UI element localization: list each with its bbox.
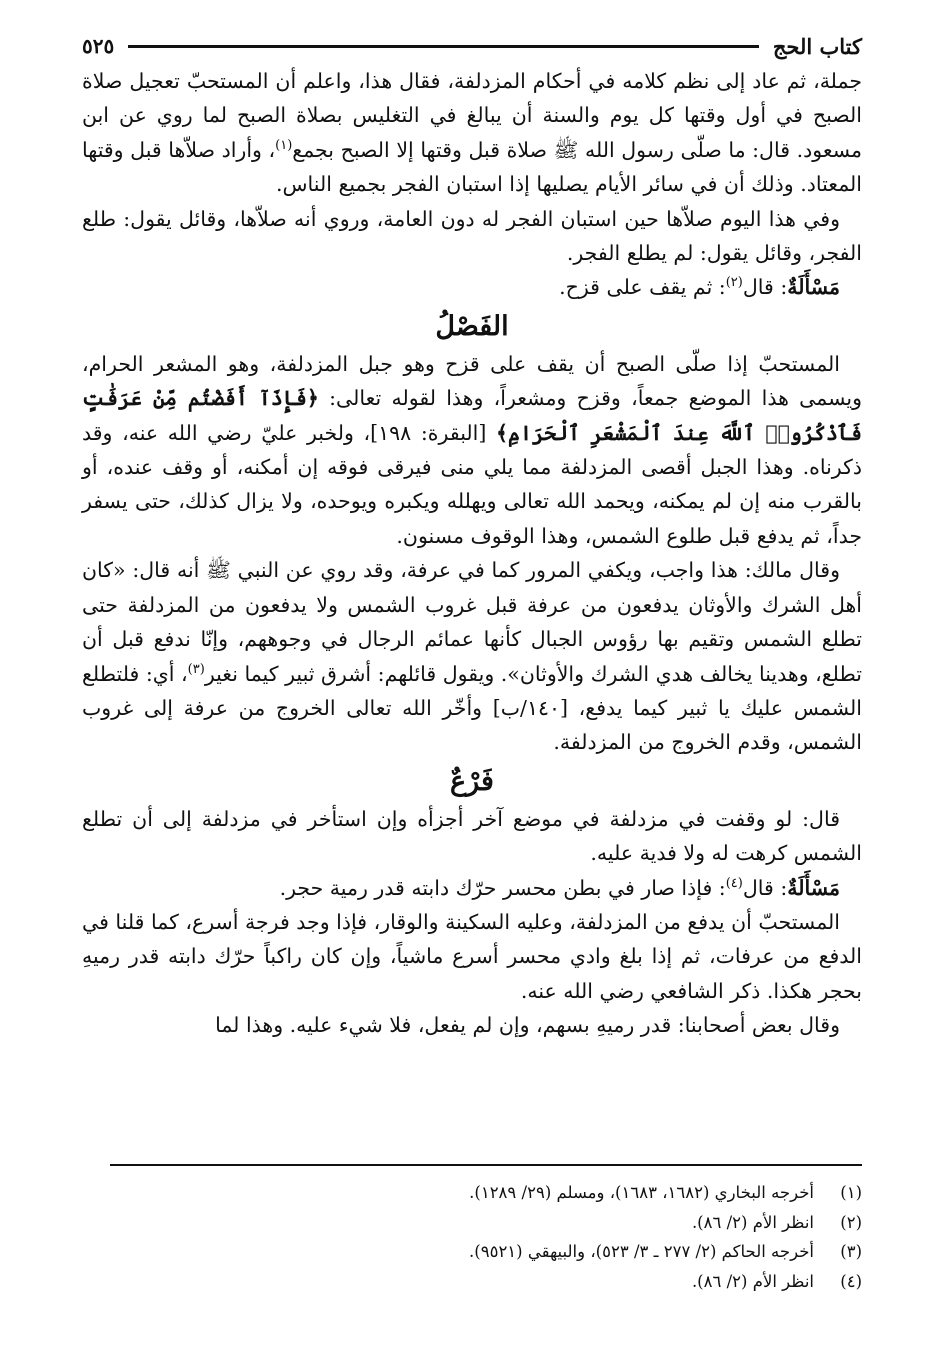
masala-label: مَسْأَلَةٌ: [787, 875, 840, 900]
section-heading-fasl: الفَصْلُ: [435, 310, 509, 342]
footnote-4: (٤) انظر الأم (٢/ ٨٦).: [691, 1271, 862, 1291]
page-body: [82, 28, 862, 1043]
paragraph-last-1: المستحبّ أن يدفع من المزدلفة، وعليه السكينة والوقار، فإذا وجد فرجة أسرع، كما قلنا في الدفع من عرفات، ثم إذا بلغ وادي محسر أسرع ماشياً، وإن كان راكباً حرّك دابته قدر رميهِ بحجر هكذا. ذكر الشافعي رضي الله عنه.: [82, 909, 862, 1003]
footnote-ref-2: (٢): [725, 275, 743, 291]
paragraph-last-2: وقال بعض أصحابنا: قدر رميهِ بسهم، وإن لم يفعل، فلا شيء عليه. وهذا لما: [215, 1013, 840, 1038]
footnote-2: (٢) انظر الأم (٢/ ٨٦).: [691, 1212, 862, 1232]
footnote-ref-4: (٤): [725, 875, 743, 891]
footnote-ref-1: (١): [275, 137, 293, 153]
masala-2: مَسْأَلَةٌ: قال$^{(٤)}$: فإذا صار في بطن محسر حرّك دابته قدر رمية حجر.: [279, 875, 840, 900]
page-number: ٥٢٥: [82, 34, 115, 58]
footnote-1: (١) أخرجه البخاري (١٦٨٢، ١٦٨٣)، ومسلم (٢٩/ ١٢٨٩).: [469, 1183, 862, 1202]
running-header: [82, 28, 862, 64]
footnote-rule: [110, 1164, 862, 1166]
paragraph-fasl-2: وقال مالك: هذا واجب، ويكفي المرور كما في عرفة، وقد روي عن النبي ﷺ أنه قال: «كان أهل الشرك والأوثان يدفعون من عرفة قبل غروب الشمس ولا يدفعون من المزدلفة حتى تطلع الشمس وتقيم بها رؤوس الجبال كأنها عمائم الرجال في وجوههم، وإنّا ندفع قبل أن تطلع، وهدينا يخالف هدي الشرك والأوثان». ويقول قائلهم: أشرق ثبير كيما نغير$^{(٣)}$، أي: فلتطلع الشمس عليك يا ثبير كيما يدفع، [١٤٠/ب] وأخّر الله تعالى الخروج من عرفة إلى غروب الشمس، وقدم الخروج من المزدلفة.: [82, 558, 862, 755]
masala-label: مَسْأَلَةٌ: [787, 275, 840, 300]
quran-verse: ﴿فَإِذَآ أَفَضْتُم مِّنْ عَرَفَٰتٍ فَٱذْكُرُوا۟ ٱللَّهَ عِندَ ٱلْمَشْعَرِ ٱلْحَرَامِ﴾: [82, 386, 862, 445]
paragraph-fasl-1: المستحبّ إذا صلّى الصبح أن يقف على قزح وهو جبل المزدلفة، وهو المشعر الحرام، ويسمى هذا الموضع جمعاً، وقزح ومشعراً، وهذا لقوله تعالى: ﴿فَإِذَآ أَفَضْتُم مِّنْ عَرَفَٰتٍ فَٱذْكُرُوا۟ ٱللَّهَ عِندَ ٱلْمَشْعَرِ ٱلْحَرَامِ﴾ [البقرة: ١٩٨]، ولخبر عليّ رضي الله عنه، وقد ذكرناه. وهذا الجبل أقصى المزدلفة مما يلي منى فيرقى فوقه إن أمكنه، أو وقف عنده، أو بالقرب منه إن لم يمكنه، ويحمد الله تعالى ويهلله ويكبره ويوحده، ولا يزال كذلك، حتى يسفر جداً، ثم يدفع قبل طلوع الشمس، وهذا الوقوف مسنون.: [82, 351, 862, 548]
book-title: كتاب الحج: [772, 33, 862, 59]
masala-1: مَسْأَلَةٌ: قال$^{(٢)}$: ثم يقف على قزح.: [559, 275, 840, 300]
footnote-ref-3: (٣): [187, 661, 205, 677]
section-heading-far: فَرْعٌ: [450, 765, 494, 797]
footnote-3: (٣) أخرجه الحاكم (٢/ ٢٧٧ ـ ٣/ ٥٢٣)، والبيهقي (٩٥٢١).: [469, 1242, 862, 1261]
paragraph-far-1: قال: لو وقفت في مزدلفة في موضع آخر أجزأه وإن استأخر في مزدلفة إلى أن تطلع الشمس كرهت له ولا فدية عليه.: [82, 806, 862, 866]
header-rule: [128, 45, 759, 48]
paragraph-2: وفي هذا اليوم صلاّها حين استبان الفجر له دون العامة، وروي أنه صلاّها، وقائل يقول: طلع الفجر، وقائل يقول: لم يطلع الفجر.: [82, 206, 862, 266]
footnotes: [82, 1178, 862, 1296]
paragraph-1: جملة، ثم عاد إلى نظم كلامه في أحكام المزدلفة، فقال هذا، واعلم أن المستحبّ تعجيل صلاة الصبح في أول وقتها كل يوم والسنة أن يبالغ في التغليس بصلاة الصبح لما روي عن ابن مسعود. قال: ما صلّى رسول الله ﷺ صلاة قبل وقتها إلا الصبح بجمع$^{(١)}$، وأراد صلاّها قبل وقتها المعتاد. وذلك أن في سائر الأيام يصليها إذا استبان الفجر بجميع الناس.: [82, 69, 862, 197]
